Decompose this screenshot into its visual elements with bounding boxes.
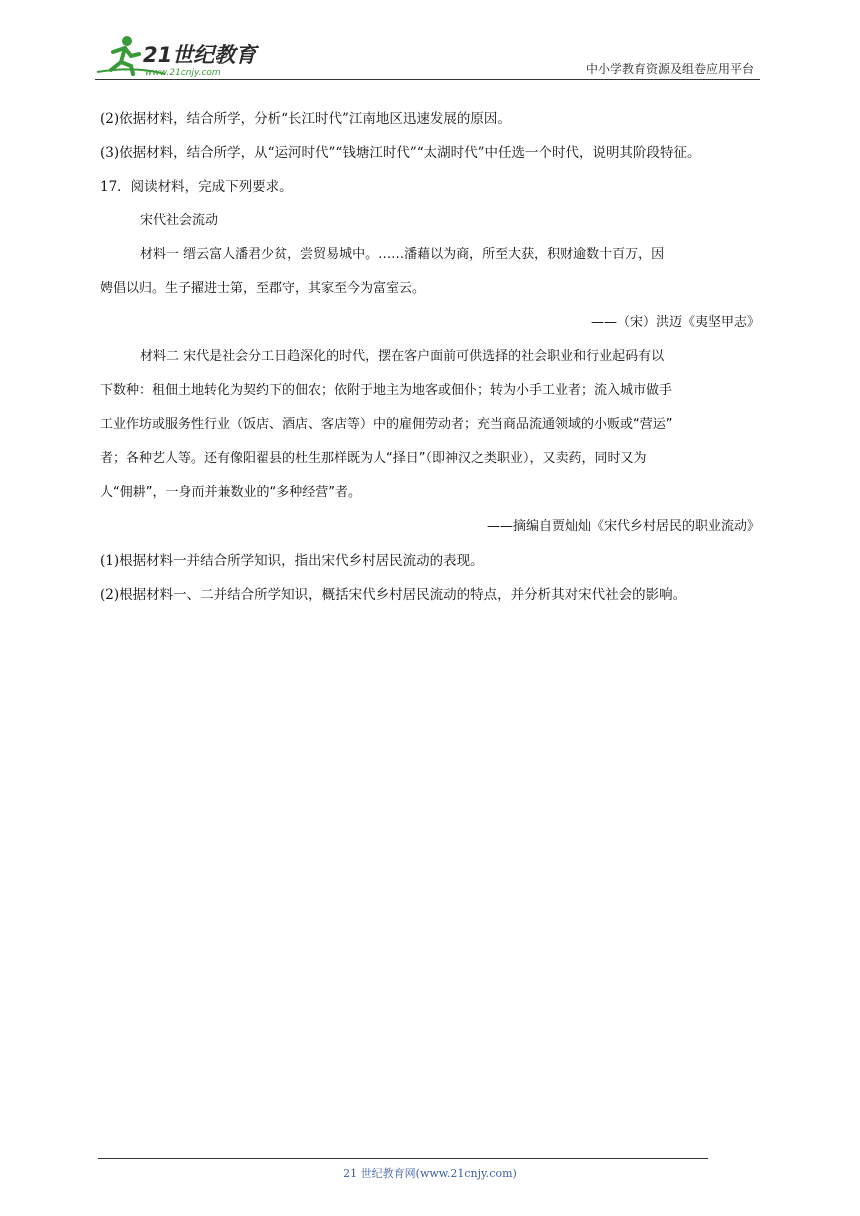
material-topic: 宋代社会流动 [140,213,219,228]
question-17-2: (2)根据材料一、二并结合所学知识，概括宋代乡村居民流动的特点，并分析其对宋代社会的影响。 [100,587,687,603]
material-1-line-2: 娉倡以归。生子擢进士第，至郡守，其家至今为富室云。 [100,281,426,296]
question-17: 17．阅读材料，完成下列要求。 [100,179,293,195]
document-body [100,102,760,612]
question-16-3: (3)依据材料，结合所学，从“运河时代”“钱塘江时代”“太湖时代”中任选一个时代，说明其阶段特征。 [100,145,701,161]
material-2-line-5: 人“佣耕”，一身而并兼数业的“多种经营”者。 [100,485,361,500]
header-divider [95,79,760,80]
logo-text: 21世纪教育 [143,43,257,67]
material-2-line-1: 材料二 宋代是社会分工日趋深化的时代，摆在客户面前可供选择的社会职业和行业起码有以 [140,349,665,364]
logo [95,32,265,78]
platform-name: 中小学教育资源及组卷应用平台 [585,62,754,76]
question-17-1: (1)根据材料一并结合所学知识，指出宋代乡村居民流动的表现。 [100,553,484,569]
material-2-line-4: 者；各种艺人等。还有像阳翟县的杜生那样既为人“择日”（即神汉之类职业），又卖药，同时又为 [100,451,647,466]
material-1-line-1: 材料一 缙云富人潘君少贫，尝贸易城中。……潘藉以为商，所至大获，积财逾数十百万，因 [140,247,665,262]
material-2-source: ——摘编自贾灿灿《宋代乡村居民的职业流动》 [486,519,760,534]
logo-url: www.21cnjy.com [145,68,221,78]
material-2-line-2: 下数种：租佃土地转化为契约下的佃农；依附于地主为地客或佃仆；转为小手工业者；流入城市做手 [100,383,673,398]
question-16-2: (2)依据材料，结合所学，分析“长江时代”江南地区迅速发展的原因。 [100,111,511,127]
footer-divider [98,1158,708,1159]
page-header [95,30,760,80]
material-1-source: ——（宋）洪迈《夷坚甲志》 [590,315,760,330]
material-2-line-3: 工业作坊或服务性行业（饭店、酒店、客店等）中的雇佣劳动者；充当商品流通领域的小贩或“营运” [100,417,673,432]
footer-text[interactable]: 21 世纪教育网(www.21cnjy.com) [343,1167,517,1180]
